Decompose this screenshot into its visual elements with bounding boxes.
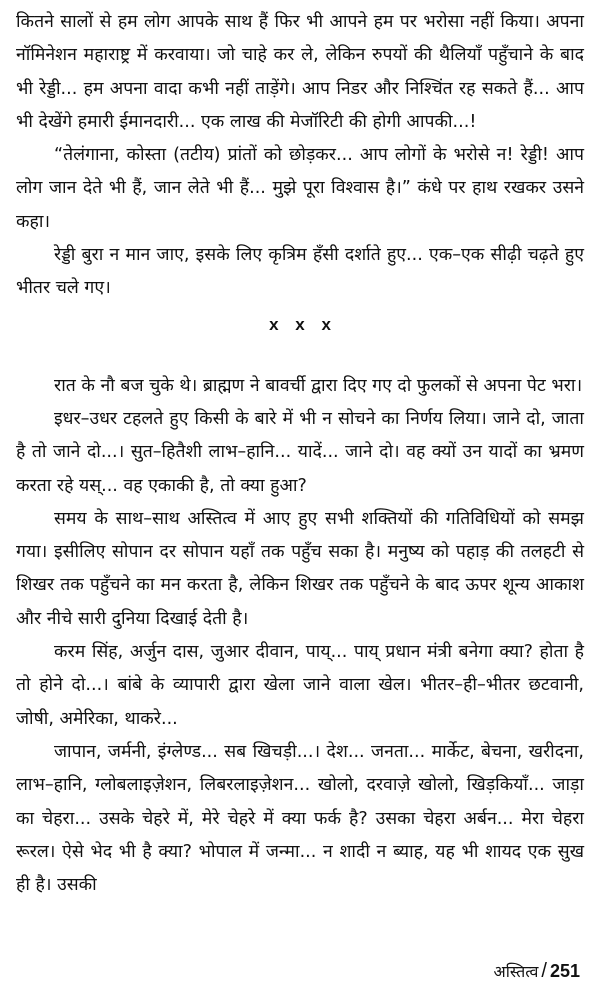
page-content	[16, 6, 584, 902]
paragraph: रेड्डी बुरा न मान जाए, इसके लिए कृत्रिम हँसी दर्शाते हुए... एक–एक सीढ़ी चढ़ते हुए भीतर चले गए।	[16, 245, 584, 299]
page-footer	[494, 960, 580, 983]
book-title: अस्तित्व	[493, 962, 539, 981]
page-number: 251	[549, 961, 580, 981]
paragraph: करम सिंह, अर्जुन दास, जुआर दीवान, पाय्... पाय् प्रधान मंत्री बनेगा क्या? होता है तो होने दो...। बांबे के व्यापारी द्वारा खेला जाने वाला खेल। भीतर–ही–भीतर छटवानी, जोषी, अमेरिका, थाकरे...	[16, 642, 584, 729]
paragraph: कितने सालों से हम लोग आपके साथ हैं फिर भी आपने हम पर भरोसा नहीं किया। अपना नॉमिनेशन महाराष्ट्र में करवाया। जो चाहे कर ले, लेकिन रुपयों की थैलियाँ पहुँचाने के बाद भी रेड्डी... हम अपना वादा कभी नहीं ताड़ेंगे। आप निडर और निश्चिंत रह सकते हैं... आप भी देखेंगे हमारी ईमानदारी... एक लाख की मेजॉरिटी की होगी आपकी...!	[16, 12, 584, 132]
paragraph: इधर–उधर टहलते हुए किसी के बारे में भी न सोचने का निर्णय लिया। जाने दो, जाता है तो जाने दो...। सुत–हितैशी लाभ–हानि... यादें... जाने दो। वह क्यों उन यादों का भ्रमण करता रहे यस्... वह एकाकी है, तो क्या हुआ?	[16, 408, 584, 496]
paragraph: जापान, जर्मनी, इंग्लेण्ड... सब खिचड़ी...। देश... जनता... मार्केट, बेचना, खरीदना, लाभ–हानि, ग्लोबलाइज़ेशन, लिबरलाइज़ेशन... खोलो, दरवाज़े खोलो, खिड़कियाँ... जाड़ा का चेहरा... उसके चेहरे में, मेरे चेहरे में क्या फर्क है? उसका चेहरा अर्बन... मेरा चेहरा रूरल। ऐसे भेद भी है क्या? भोपाल में जन्मा... न शादी न ब्याह, यह भी शायद एक सुख ही है। उसकी	[16, 741, 584, 896]
section-separator: x x x	[269, 314, 337, 334]
paragraph: रात के नौ बज चुके थे। ब्राह्मण ने बावर्ची द्वारा दिए गए दो फुलकों से अपना पेट भरा।	[54, 375, 583, 396]
footer-slash: /	[541, 960, 547, 982]
paragraph: “तेलंगाना, कोस्ता (तटीय) प्रांतों को छोड़कर... आप लोगों के भरोसे न! रेड्डी! आप लोग जान देते भी हैं, जान लेते भी हैं... मुझे पूरा विश्वास है।” कंधे पर हाथ रखकर उसने कहा।	[16, 145, 584, 232]
paragraph: समय के साथ–साथ अस्तित्व में आए हुए सभी शक्तियों की गतिविधियों को समझ गया। इसीलिए सोपान दर सोपान यहाँ तक पहुँच सका है। मनुष्य को पहाड़ की तलहटी से शिखर तक पहुँचने का मन करता है, लेकिन शिखर तक पहुँचने के बाद ऊपर शून्य आकाश और नीचे सारी दुनिया दिखाई देती है।	[16, 508, 584, 629]
